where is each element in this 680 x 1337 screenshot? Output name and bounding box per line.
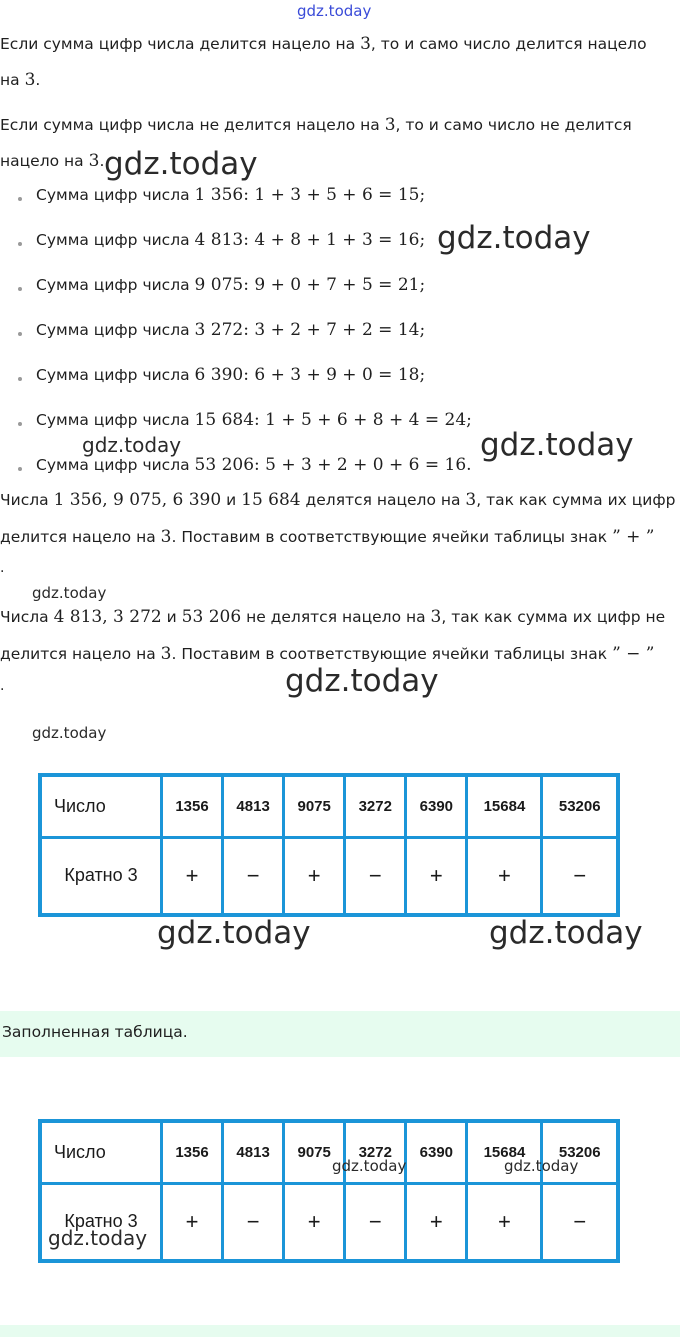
watermark-top: gdz.today: [297, 2, 372, 20]
watermark: gdz.today: [32, 584, 107, 602]
list-item: Сумма цифр числа 3 272: 3 + 2 + 7 + 2 = 14;: [36, 320, 426, 340]
conclusion-not-divisible-line2: делится нацело на 3. Поставим в соответствующие ячейки таблицы знак ” − ”: [0, 644, 655, 664]
watermark: gdz.today: [285, 663, 439, 699]
watermark: gdz.today: [157, 915, 311, 951]
table-cell-number: 53206: [542, 1121, 618, 1183]
note-text: Заполненная таблица.: [2, 1023, 188, 1041]
list-item: Сумма цифр числа 53 206: 5 + 3 + 2 + 0 + 6 = 16.: [36, 455, 472, 475]
watermark: gdz.today: [437, 220, 591, 256]
row-label-number: Число: [40, 775, 162, 837]
table-cell-sign: −: [542, 837, 618, 915]
bullet: [18, 377, 22, 381]
watermark: gdz.today: [104, 146, 258, 182]
bullet: [18, 242, 22, 246]
bullet: [18, 332, 22, 336]
conclusion-divisible-line2: делится нацело на 3. Поставим в соответствующие ячейки таблицы знак ” + ”: [0, 527, 655, 547]
watermark: gdz.today: [48, 1226, 148, 1250]
bullet: [18, 422, 22, 426]
rule-not-divisible-line2: нацело на 3.: [0, 151, 105, 171]
table-cell-sign: +: [467, 837, 542, 915]
table-cell-number: 15684: [467, 775, 542, 837]
note-box: [0, 1011, 680, 1057]
list-item: Сумма цифр числа 1 356: 1 + 3 + 5 + 6 = 15;: [36, 185, 426, 205]
watermark: gdz.today: [332, 1157, 407, 1175]
table-cell-sign: +: [467, 1183, 542, 1261]
row-label-number: Число: [40, 1121, 162, 1183]
watermark: gdz.today: [480, 427, 634, 463]
rule-divisible-line2: на 3.: [0, 70, 41, 90]
conclusion-divisible-line1: Числа 1 356, 9 075, 6 390 и 15 684 делятся нацело на 3, так как сумма их цифр: [0, 490, 676, 510]
bottom-strip: [0, 1325, 680, 1337]
watermark: gdz.today: [82, 433, 182, 457]
table-cell-sign: −: [345, 1183, 406, 1261]
table-cell-number: 9075: [284, 1121, 345, 1183]
table-cell-number: 6390: [406, 1121, 467, 1183]
table-cell-sign: −: [223, 1183, 284, 1261]
list-item: Сумма цифр числа 9 075: 9 + 0 + 7 + 5 = 21;: [36, 275, 426, 295]
table-cell-number: 53206: [542, 775, 618, 837]
rule-divisible-line1: Если сумма цифр числа делится нацело на 3, то и само число делится нацело: [0, 34, 647, 54]
table-cell-sign: +: [162, 837, 223, 915]
table-cell-number: 1356: [162, 775, 223, 837]
table-cell-number: 4813: [223, 775, 284, 837]
row-label-multiple: Кратно 3: [40, 837, 162, 915]
list-item: Сумма цифр числа 4 813: 4 + 8 + 1 + 3 = 16;: [36, 230, 426, 250]
table-cell-sign: +: [406, 1183, 467, 1261]
list-item: Сумма цифр числа 15 684: 1 + 5 + 6 + 8 + 4 = 24;: [36, 410, 472, 430]
bullet: [18, 287, 22, 291]
divisibility-table: [38, 773, 620, 917]
table-cell-number: 15684: [467, 1121, 542, 1183]
table-cell-sign: −: [345, 837, 406, 915]
table-cell-sign: −: [223, 837, 284, 915]
watermark: gdz.today: [504, 1157, 579, 1175]
watermark: gdz.today: [489, 915, 643, 951]
conclusion-end-dot: .: [0, 560, 5, 576]
bullet: [18, 197, 22, 201]
table-cell-number: 1356: [162, 1121, 223, 1183]
table-cell-number: 4813: [223, 1121, 284, 1183]
row-label-multiple: Кратно 3: [40, 1183, 162, 1261]
watermark: gdz.today: [32, 724, 107, 742]
table-cell-sign: +: [406, 837, 467, 915]
list-item: Сумма цифр числа 6 390: 6 + 3 + 9 + 0 = 18;: [36, 365, 426, 385]
table-cell-sign: −: [542, 1183, 618, 1261]
table-cell-sign: +: [284, 837, 345, 915]
table-cell-sign: +: [162, 1183, 223, 1261]
table-cell-sign: +: [284, 1183, 345, 1261]
table-cell-number: 3272: [345, 775, 406, 837]
table-cell-number: 9075: [284, 775, 345, 837]
conclusion-end-dot: .: [0, 678, 5, 694]
rule-not-divisible-line1: Если сумма цифр числа не делится нацело на 3, то и само число не делится: [0, 115, 632, 135]
bullet: [18, 467, 22, 471]
conclusion-not-divisible-line1: Числа 4 813, 3 272 и 53 206 не делятся нацело на 3, так как сумма их цифр не: [0, 607, 666, 627]
table-cell-number: 6390: [406, 775, 467, 837]
table-cell-number: 3272: [345, 1121, 406, 1183]
